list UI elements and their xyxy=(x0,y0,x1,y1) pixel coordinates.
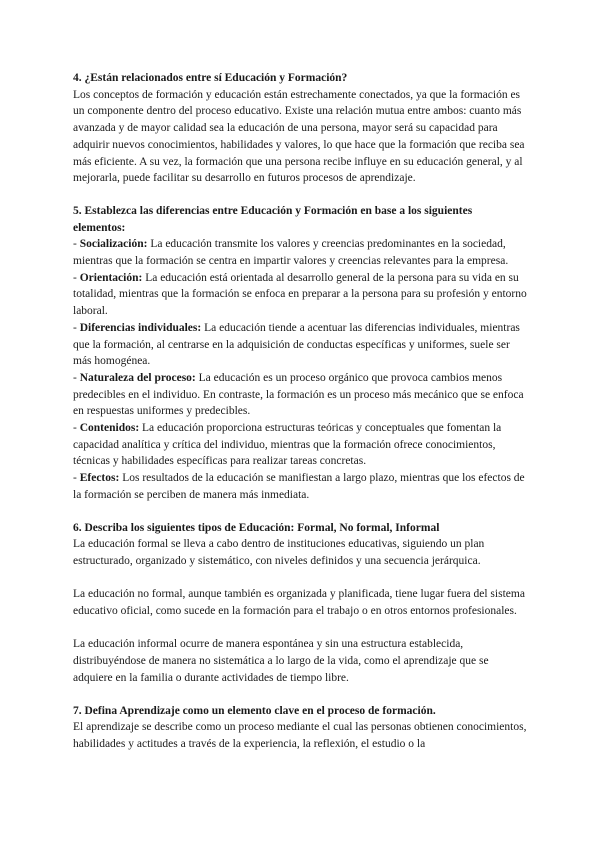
list-item-contenidos xyxy=(73,420,527,470)
item-term: Naturaleza del proceso: xyxy=(79,371,196,384)
list-item-naturaleza-proceso xyxy=(73,370,527,420)
list-item-efectos xyxy=(73,470,527,503)
item-text: La educación tiende a acentuar las diferencias individuales, mientras que la formación, al centrarse en la adquisición de conductas específicas y uniformes, suele ser más homogénea. xyxy=(73,321,520,368)
section-5 xyxy=(73,203,527,504)
item-term: Contenidos: xyxy=(79,422,140,435)
bullet-dash: - xyxy=(73,472,80,485)
item-term: Efectos: xyxy=(79,472,120,485)
section-5-heading: 5. Establezca las diferencias entre Educación y Formación en base a los siguientes elementos: xyxy=(73,204,473,234)
bullet-dash: - xyxy=(73,321,80,334)
list-item-diferencias-individuales xyxy=(73,320,527,370)
item-text: Los resultados de la educación se manifiestan a largo plazo, mientras que los efectos de la formación se perciben de manera más inmediata. xyxy=(73,472,525,501)
section-7-heading: 7. Defina Aprendizaje como un elemento clave en el proceso de formación. xyxy=(73,704,436,717)
section-4-heading: 4. ¿Están relacionados entre sí Educación y Formación? xyxy=(73,72,348,84)
list-item-socializacion xyxy=(73,236,527,269)
item-term: Diferencias individuales: xyxy=(79,321,202,334)
section-4-body: Los conceptos de formación y educación están estrechamente conectados, ya que la formación es un componente dentro del proceso educativo. Existe una relación mutua entre ambos: cuanto más avanzada y de mayor calidad sea la educación de una persona, mayor será su capacidad para adquirir nuevos conocimientos, habilidades y valores, lo que hace que la formación que reciba sea más eficiente. A su vez, la formación que una persona recibe influye en su educación general, y al mejorarla, puede facilitar su desarrollo en futuros procesos de aprendizaje. xyxy=(73,88,525,185)
formal-education-paragraph: La educación formal se lleva a cabo dentro de instituciones educativas, siguiendo un plan estructurado, organizado y sistemático, con niveles definidos y una secuencia jerárquica. xyxy=(73,538,485,567)
list-item-orientacion xyxy=(73,270,527,320)
section-6 xyxy=(73,520,527,687)
informal-education-paragraph: La educación informal ocurre de manera espontánea y sin una estructura establecida, distribuyéndose de manera no sistemática a lo largo de la vida, como el aprendizaje que se adquiere en la familia o durante actividades de tiempo libre. xyxy=(73,638,489,684)
item-term: Orientación: xyxy=(79,271,143,284)
bullet-dash: - xyxy=(73,271,80,284)
item-text: La educación proporciona estructuras teóricas y conceptuales que fomentan la capacidad analítica y crítica del individuo, mientras que la formación ofrece conocimientos, técnicas y habilidades específicas para realizar tareas concretas. xyxy=(73,422,502,468)
item-term: Socialización: xyxy=(79,238,148,251)
section-6-heading: 6. Describa los siguientes tipos de Educación: Formal, No formal, Informal xyxy=(73,521,440,534)
bullet-dash: - xyxy=(73,422,80,435)
bullet-dash: - xyxy=(73,371,80,384)
section-7 xyxy=(73,703,527,753)
item-text: La educación está orientada al desarrollo general de la persona para su vida en su totalidad, mientras que la formación se enfoca en preparar a la persona para su profesión y entorno laboral. xyxy=(73,271,527,318)
non-formal-education-paragraph: La educación no formal, aunque también es organizada y planificada, tiene lugar fuera del sistema educativo oficial, como sucede en la formación para el trabajo o en otros entornos profesionales. xyxy=(73,588,525,618)
bullet-dash: - xyxy=(73,238,80,251)
section-4 xyxy=(73,70,527,187)
item-text: La educación es un proceso orgánico que provoca cambios menos predecibles en el individuo. En contraste, la formación es un proceso más mecánico que se enfoca en respuestas uniformes y predecibles. xyxy=(73,371,524,418)
section-7-body: El aprendizaje se describe como un proceso mediante el cual las personas obtienen conocimientos, habilidades y actitudes a través de la experiencia, la reflexión, el estudio o la xyxy=(73,721,527,750)
item-text: La educación transmite los valores y creencias predominantes en la sociedad, mientras que la formación se centra en impartir valores y creencias relevantes para la empresa. xyxy=(73,238,509,268)
